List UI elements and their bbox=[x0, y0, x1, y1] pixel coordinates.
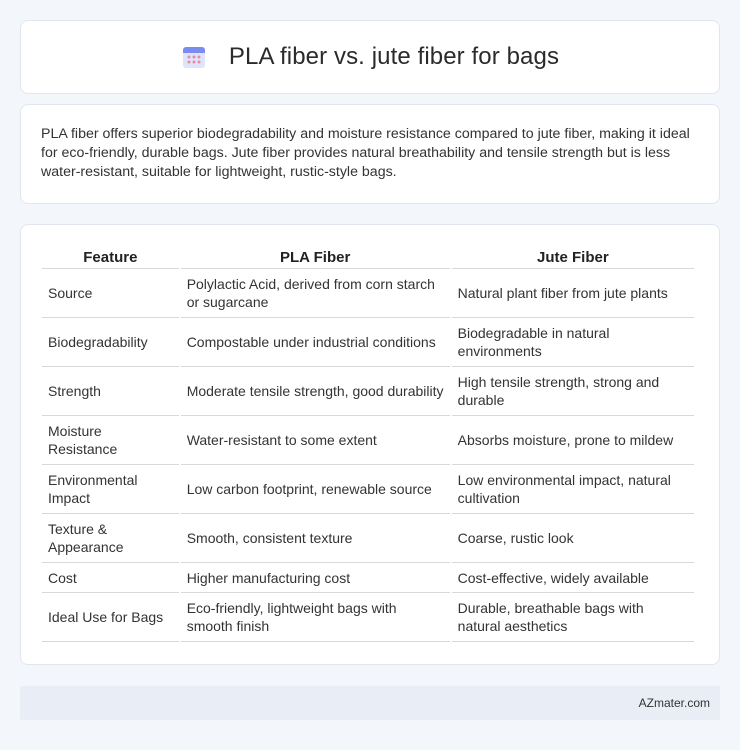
table-row bbox=[42, 465, 694, 514]
summary-card bbox=[20, 104, 720, 204]
row-feature: Biodegradability bbox=[42, 318, 179, 367]
row-pla-value: Compostable under industrial conditions bbox=[181, 318, 450, 367]
row-jute-value: Cost-effective, widely available bbox=[452, 563, 694, 593]
row-pla-value: Moderate tensile strength, good durability bbox=[181, 367, 450, 416]
row-pla-value: Water-resistant to some extent bbox=[181, 416, 450, 465]
table-row bbox=[42, 318, 694, 367]
page-title: PLA fiber vs. jute fiber for bags bbox=[228, 43, 560, 70]
row-pla-value: Polylactic Acid, derived from corn starch or sugarcane bbox=[181, 269, 450, 318]
row-feature: Cost bbox=[42, 563, 179, 593]
row-pla-value: Smooth, consistent texture bbox=[181, 514, 450, 563]
calendar-grid-icon bbox=[181, 44, 207, 70]
table-row bbox=[42, 514, 694, 563]
row-jute-value: Low environmental impact, natural cultivation bbox=[452, 465, 694, 514]
row-feature: Source bbox=[42, 269, 179, 318]
summary-text: PLA fiber offers superior biodegradability and moisture resistance compared to jute fiber, making it ideal for eco-friendly, durable bags. Jute fiber provides natural breathability and tensile strength but is less water-resistant, suitable for lightweight, rustic-style bags. bbox=[41, 126, 690, 180]
comparison-table-card bbox=[20, 224, 720, 665]
row-jute-value: Coarse, rustic look bbox=[452, 514, 694, 563]
row-feature: Strength bbox=[42, 367, 179, 416]
table-row bbox=[42, 593, 694, 642]
table-row bbox=[42, 367, 694, 416]
table-row bbox=[42, 563, 694, 593]
footer-bar bbox=[20, 686, 720, 720]
column-header-pla: PLA Fiber bbox=[181, 245, 450, 269]
row-jute-value: Absorbs moisture, prone to mildew bbox=[452, 416, 694, 465]
row-feature: Ideal Use for Bags bbox=[42, 593, 179, 642]
row-jute-value: Durable, breathable bags with natural aesthetics bbox=[452, 593, 694, 642]
row-feature: Moisture Resistance bbox=[42, 416, 179, 465]
table-header-row bbox=[42, 245, 694, 269]
footer-brand: AZmater.com bbox=[638, 696, 710, 710]
row-pla-value: Low carbon footprint, renewable source bbox=[181, 465, 450, 514]
row-pla-value: Eco-friendly, lightweight bags with smooth finish bbox=[181, 593, 450, 642]
table-row bbox=[42, 416, 694, 465]
row-feature: Texture & Appearance bbox=[42, 514, 179, 563]
column-header-feature: Feature bbox=[42, 245, 179, 269]
comparison-table bbox=[40, 245, 696, 642]
row-jute-value: Natural plant fiber from jute plants bbox=[452, 269, 694, 318]
row-jute-value: Biodegradable in natural environments bbox=[452, 318, 694, 367]
row-jute-value: High tensile strength, strong and durable bbox=[452, 367, 694, 416]
row-feature: Environmental Impact bbox=[42, 465, 179, 514]
column-header-jute: Jute Fiber bbox=[452, 245, 694, 269]
table-row bbox=[42, 269, 694, 318]
title-card bbox=[20, 20, 720, 94]
row-pla-value: Higher manufacturing cost bbox=[181, 563, 450, 593]
